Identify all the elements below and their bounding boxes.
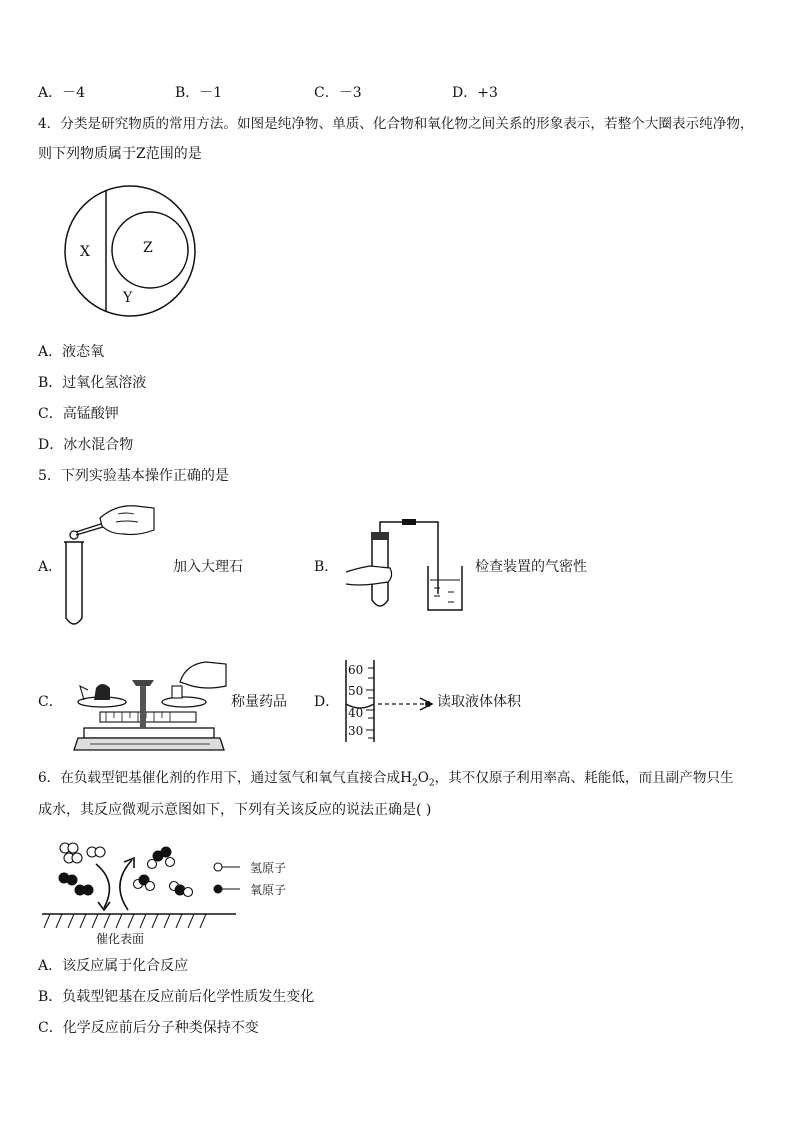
venn-label-z: Z [143, 240, 153, 256]
q4-option-d: D．冰水混合物 [38, 437, 134, 453]
q3-option-c: C．－3 [314, 85, 362, 101]
q6-stem-part1: 6．在负载型钯基催化剂的作用下，通过氢气和氧气直接合成H [38, 770, 412, 786]
q5-option-a-letter: A． [38, 559, 63, 575]
q4-option-b: B．过氧化氢溶液 [38, 375, 147, 391]
q6-stem-sub1: 2 [411, 778, 418, 789]
q5-option-a-desc: 加入大理石 [173, 559, 243, 575]
stopper [371, 532, 389, 540]
venn-label-y: Y [123, 290, 133, 306]
q6-surface-label: 催化表面 [96, 932, 145, 946]
rubber-connector [402, 519, 416, 525]
q5-option-d-letter: D． [314, 694, 340, 710]
q6-option-b: B．负载型钯基在反应前后化学性质发生变化 [38, 989, 315, 1005]
q6-stem-part3: ，其不仅原子利用率高、耗能低，而且副产物只生 [434, 770, 734, 786]
q4-option-a: A．液态氧 [38, 344, 105, 360]
q6-legend-hydrogen: 氢原子 [250, 861, 287, 875]
hand [100, 506, 154, 535]
q5-stem: 5．下列实验基本操作正确的是 [38, 468, 229, 484]
q5-b-illustration [344, 518, 474, 614]
q5-option-c-desc: 称量药品 [231, 694, 287, 710]
q6-legend-oxygen: 氧原子 [250, 883, 287, 897]
venn-label-x: X [80, 244, 90, 260]
q6-option-c: C．化学反应前后分子种类保持不变 [38, 1020, 259, 1036]
cylinder-tick-40: 40 [348, 706, 364, 720]
balance-base [84, 728, 214, 738]
cylinder-tick-60: 60 [348, 663, 364, 677]
legend-h-symbol [214, 863, 222, 871]
test-tube [66, 542, 82, 624]
hand [346, 566, 392, 585]
q5-option-d-desc: 读取液体体积 [437, 694, 521, 710]
q4-stem-line2: 则下列物质属于Z范围的是 [38, 146, 202, 162]
q4-stem-line1: 4．分类是研究物质的常用方法。如图是纯净物、单质、化合物和氧化物之间关系的形象表示，若整个大圈表示纯净物， [38, 116, 754, 132]
beaker [428, 566, 462, 610]
hand [180, 662, 226, 688]
q3-option-d: D．+3 [452, 85, 498, 101]
cylinder-tick-50: 50 [348, 684, 364, 698]
cylinder-tick-30: 30 [348, 724, 364, 738]
q5-option-b-desc: 检查装置的气密性 [475, 559, 587, 575]
right-pan [162, 697, 206, 707]
weight [172, 686, 182, 698]
q5-option-c-letter: C． [38, 694, 63, 710]
q6-stem-line1 [38, 768, 734, 794]
q5-option-b-letter: B． [314, 559, 339, 575]
legend-o-symbol [214, 885, 223, 894]
q6-stem-sub2: 2 [428, 778, 435, 789]
q6-stem-part2: O [417, 770, 429, 786]
q3-option-b: B．－1 [175, 85, 223, 101]
q6-option-a: A．该反应属于化合反应 [38, 958, 189, 974]
q6-stem-line2: 成水，其反应微观示意图如下，下列有关该反应的说法正确是( ) [38, 802, 432, 818]
q5-c-illustration [76, 658, 228, 758]
q4-option-c: C．高锰酸钾 [38, 406, 119, 422]
q3-option-a: A．－4 [38, 85, 86, 101]
q5-a-illustration [58, 500, 158, 630]
